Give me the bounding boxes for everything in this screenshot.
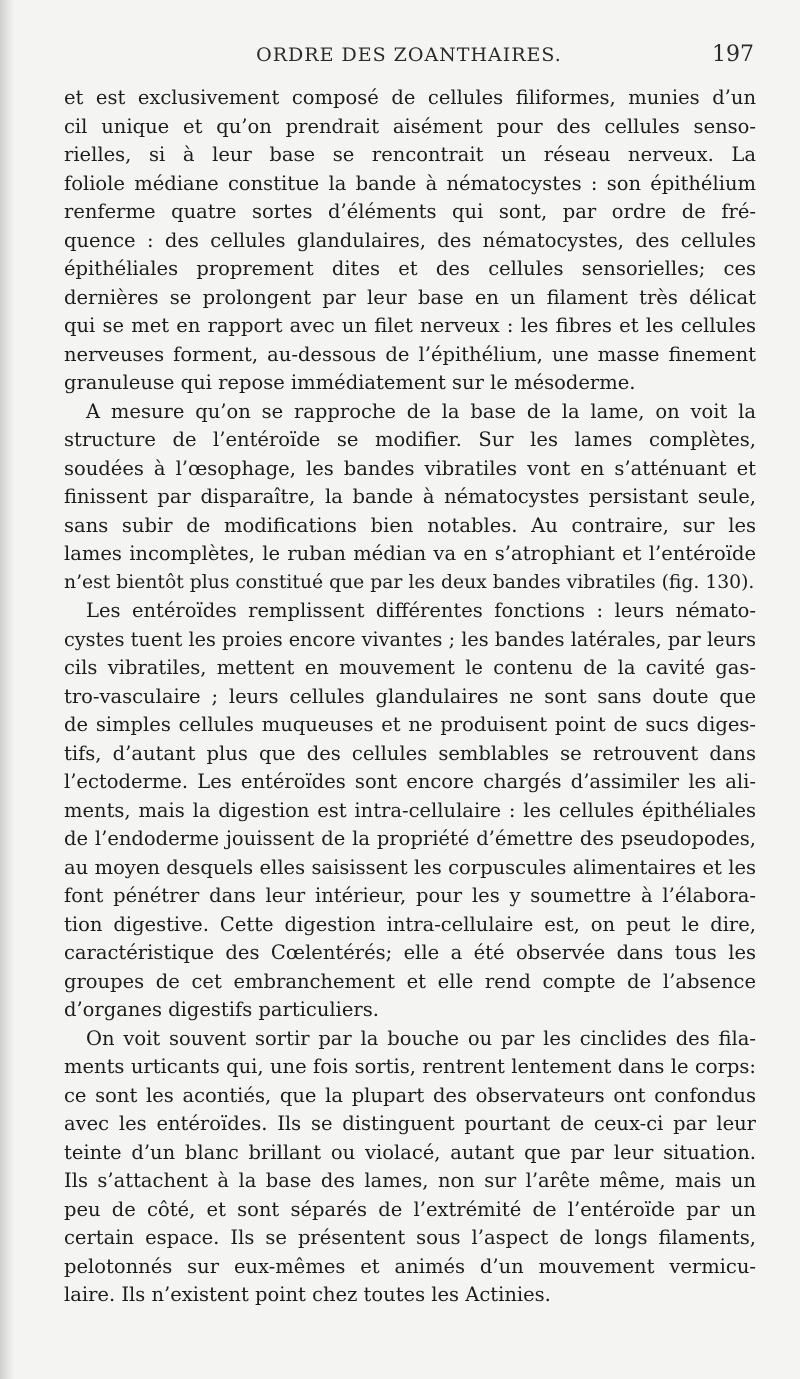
- text-line: et est exclusivement composé de cellules filiformes, munies d’un: [64, 86, 756, 109]
- text-line: renferme quatre sortes d’éléments qui sont, par ordre de fré-: [64, 200, 756, 223]
- text-line: font pénétrer dans leur intérieur, pour les y soumettre à l’élabora-: [64, 884, 756, 907]
- text-line: cystes tuent les proies encore vivantes ; les bandes latérales, par leurs: [64, 627, 756, 651]
- text-line: au moyen desquels elles saisissent les corpuscules alimentaires et les: [64, 855, 756, 879]
- text-line: dernières se prolongent par leur base en un filament très délicat: [64, 285, 756, 309]
- text-line: caractéristique des Cœlentérés; elle a été observée dans tous les: [64, 941, 756, 964]
- text-line: ments urticants qui, une fois sortis, rentrent lentement dans le corps:: [64, 1055, 756, 1078]
- text-line: rielles, si à leur base se rencontrait un réseau nerveux. La: [64, 143, 756, 166]
- text-line: Ils s’attachent à la base des lames, non sur l’arête même, mais un: [64, 1169, 756, 1192]
- running-head-title: ORDRE DES ZOANTHAIRES.: [256, 44, 562, 66]
- text-line: de l’endoderme jouissent de la propriété d’émettre des pseudopodes,: [64, 827, 756, 850]
- text-line: nerveuses forment, au-dessous de l’épithélium, une masse finement: [64, 342, 756, 366]
- text-line: qui se met en rapport avec un filet nerveux : les fibres et les cellules: [64, 314, 756, 337]
- text-line: de simples cellules muqueuses et ne produisent point de sucs diges-: [64, 713, 756, 736]
- text-line: A mesure qu’on se rapproche de la base de la lame, on voit la: [86, 399, 756, 423]
- text-line: tion digestive. Cette digestion intra-cellulaire est, on peut le dire,: [64, 912, 756, 936]
- text-line: pelotonnés sur eux-mêmes et animés d’un mouvement vermicu-: [64, 1254, 756, 1278]
- text-line: laire. Ils n’existent point chez toutes les Actinies.: [64, 1283, 551, 1306]
- text-line: cil unique et qu’on prendrait aisément pour des cellules senso-: [64, 114, 756, 138]
- text-line: foliole médiane constitue la bande à nématocystes : son épithélium: [64, 171, 756, 195]
- text-line: tro-vasculaire ; leurs cellules glandulaires ne sont sans doute que: [64, 684, 756, 708]
- body-text: [64, 84, 756, 1310]
- text-line: épithéliales proprement dites et des cellules sensorielles; ces: [64, 257, 756, 280]
- text-line: ments, mais la digestion est intra-cellulaire : les cellules épithéliales: [64, 798, 756, 822]
- text-line: avec les entéroïdes. Ils se distinguent pourtant de ceux-ci par leur: [64, 1112, 756, 1135]
- text-line: On voit souvent sortir par la bouche ou par les cinclides des fila-: [86, 1026, 756, 1050]
- text-line: Les entéroïdes remplissent différentes fonctions : leurs némato-: [86, 599, 756, 622]
- text-line: l’ectoderme. Les entéroïdes sont encore chargés d’assimiler les ali-: [64, 770, 756, 793]
- text-line: quence : des cellules glandulaires, des nématocystes, des cellules: [64, 228, 756, 252]
- text-line: peu de côté, et sont séparés de l’extrémité de l’entéroïde par un: [64, 1197, 756, 1221]
- page-gutter-shadow: [0, 0, 14, 1379]
- page-number: 197: [712, 42, 754, 67]
- text-line: finissent par disparaître, la bande à nématocystes persistant seule,: [64, 485, 756, 508]
- text-line: granuleuse qui repose immédiatement sur le mésoderme.: [64, 371, 636, 394]
- text-line: ce sont les acontiés, que la plupart des observateurs ont confondus: [64, 1083, 756, 1107]
- text-line: groupes de cet embranchement et elle rend compte de l’absence: [64, 969, 756, 993]
- text-line: d’organes digestifs particuliers.: [64, 998, 379, 1021]
- text-line: lames incomplètes, le ruban médian va en s’atrophiant et l’entéroïde: [64, 542, 756, 565]
- text-line: certain espace. Ils se présentent sous l’aspect de longs filaments,: [64, 1226, 756, 1249]
- text-line: teinte d’un blanc brillant ou violacé, autant que par leur situation.: [64, 1140, 756, 1164]
- text-line: cils vibratiles, mettent en mouvement le contenu de la cavité gas-: [64, 656, 756, 679]
- running-head: [64, 40, 754, 74]
- text-line: sans subir de modifications bien notables. Au contraire, sur les: [64, 513, 756, 537]
- text-line: soudées à l’œsophage, les bandes vibratiles vont en s’atténuant et: [64, 456, 756, 480]
- text-line: structure de l’entéroïde se modifier. Sur les lames complètes,: [64, 428, 756, 451]
- text-line: tifs, d’autant plus que des cellules semblables se retrouvent dans: [64, 741, 756, 765]
- text-line: n’est bientôt plus constitué que par les deux bandes vibratiles (fig. 130).: [64, 571, 755, 593]
